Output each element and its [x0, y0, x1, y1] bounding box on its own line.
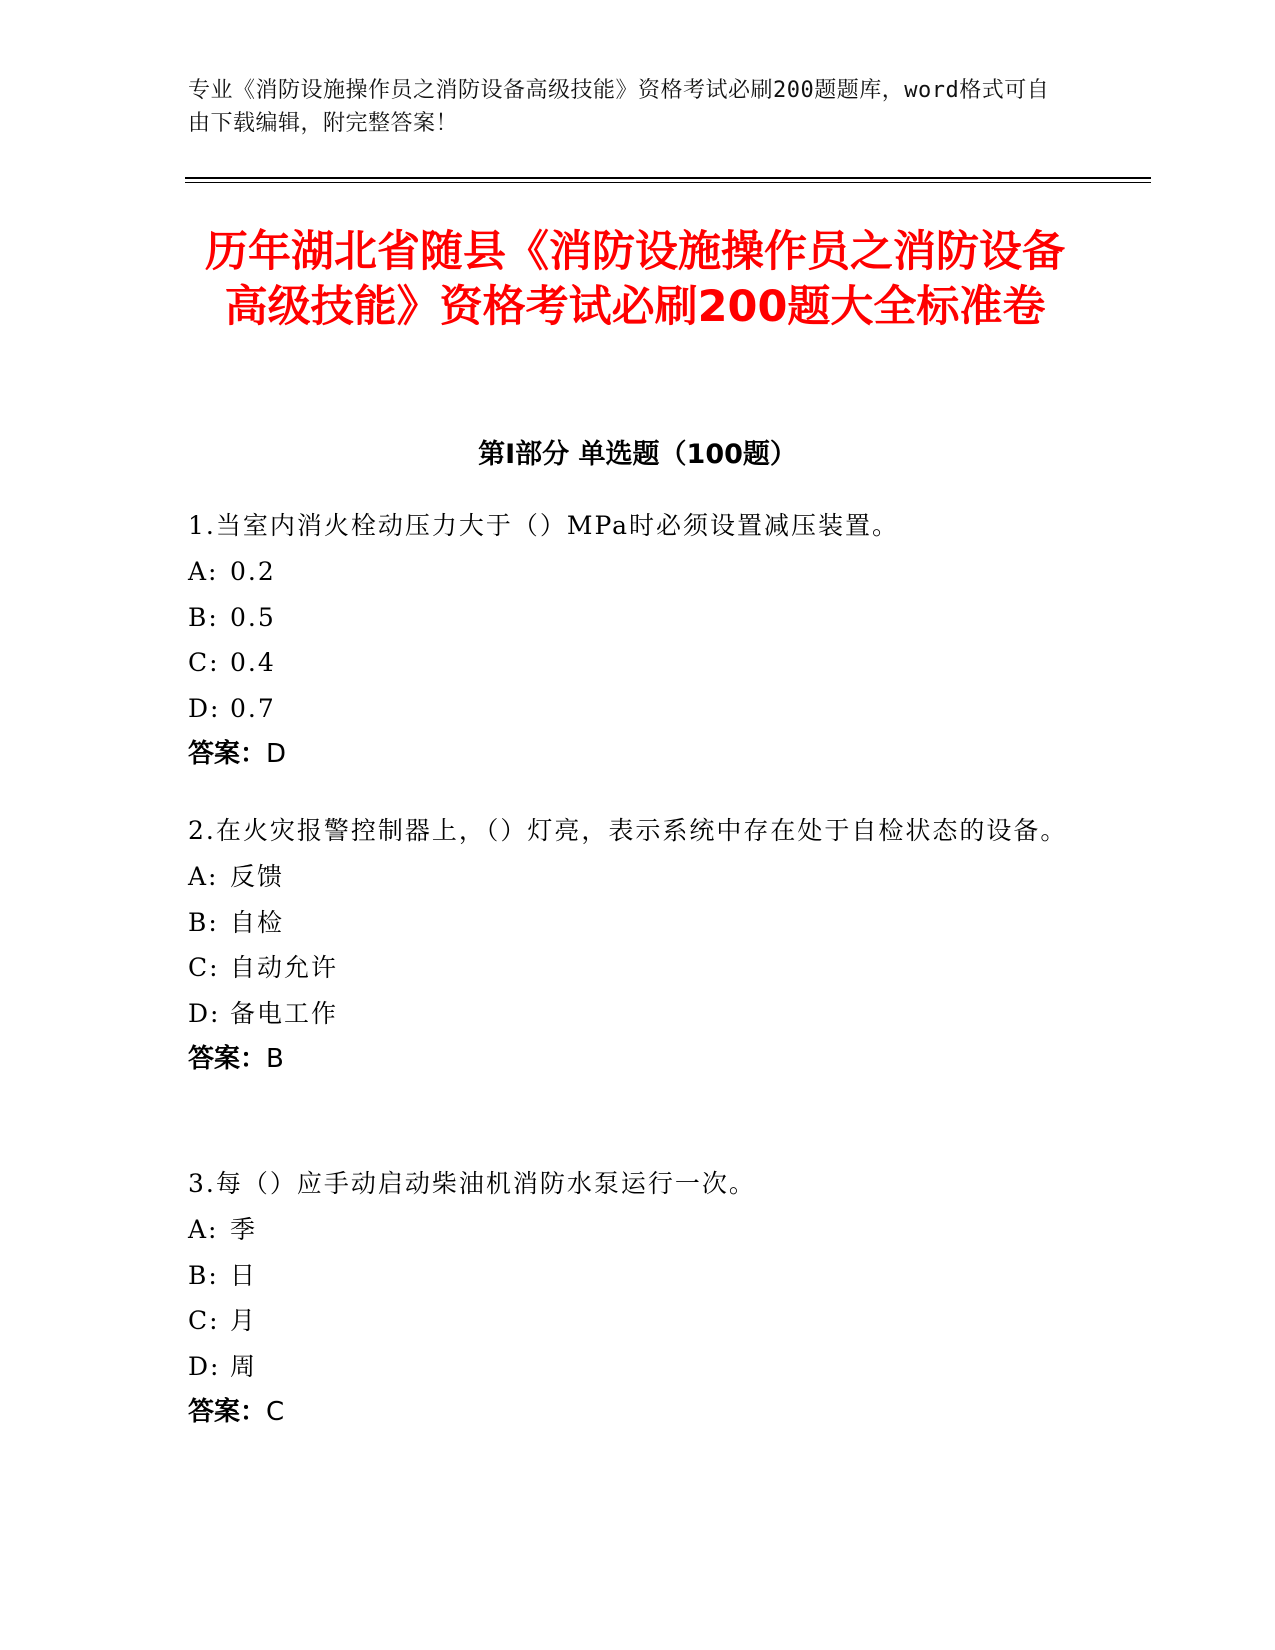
answer-line — [188, 731, 1068, 777]
option-b — [188, 595, 1068, 641]
option-a — [188, 1207, 1068, 1253]
question-2 — [188, 808, 1068, 1082]
answer-label: 答案： — [188, 1397, 267, 1427]
option-text: 0.7 — [230, 693, 276, 723]
header-divider-thin — [185, 182, 1151, 183]
option-a — [188, 854, 1068, 900]
option-key: D: — [188, 693, 221, 723]
document-title: 历年湖北省随县《消防设施操作员之消防设备高级技能》资格考试必刷200题大全标准卷 — [205, 227, 1065, 332]
option-text: 周 — [230, 1351, 258, 1381]
option-key: A: — [188, 557, 219, 586]
answer-value: B — [266, 1044, 284, 1074]
option-key: A: — [188, 1215, 219, 1244]
option-key: C: — [188, 1306, 220, 1335]
option-key: B: — [188, 602, 219, 632]
question-stem: 2.在火灾报警控制器上，（）灯亮，表示系统中存在处于自检状态的设备。 — [188, 816, 1068, 845]
answer-line — [188, 1389, 1068, 1435]
section-heading: 第I部分 单选题（100题） — [478, 439, 797, 470]
option-text: 0.5 — [230, 602, 276, 632]
option-c — [188, 640, 1068, 686]
option-text: 备电工作 — [230, 998, 339, 1028]
option-text: 反馈 — [230, 862, 285, 891]
option-c — [188, 1298, 1068, 1344]
option-text: 日 — [230, 1260, 258, 1290]
option-key: D: — [188, 998, 221, 1028]
option-key: C: — [188, 648, 220, 677]
option-c — [188, 945, 1068, 991]
option-d — [188, 991, 1068, 1037]
option-key: B: — [188, 1260, 219, 1290]
option-text: 0.2 — [230, 557, 276, 586]
header-divider-thick — [185, 177, 1151, 179]
option-key: B: — [188, 907, 219, 937]
answer-value: D — [266, 739, 287, 769]
option-d — [188, 1344, 1068, 1390]
answer-value: C — [266, 1397, 285, 1427]
option-key: A: — [188, 862, 219, 891]
question-3 — [188, 1161, 1068, 1435]
option-key: C: — [188, 953, 220, 982]
option-text: 月 — [230, 1306, 258, 1335]
option-text: 0.4 — [230, 648, 276, 677]
question-stem: 1.当室内消火栓动压力大于（）MPa时必须设置减压装置。 — [188, 511, 900, 540]
answer-label: 答案： — [188, 1044, 267, 1074]
question-stem: 3.每（）应手动启动柴油机消防水泵运行一次。 — [188, 1169, 756, 1198]
header-note: 专业《消防设施操作员之消防设备高级技能》资格考试必刷200题题库，word格式可自由下载编辑，附完整答案！ — [188, 78, 1050, 136]
option-text: 季 — [230, 1215, 258, 1244]
option-d — [188, 686, 1068, 732]
option-text: 自检 — [230, 907, 285, 937]
option-text: 自动允许 — [230, 953, 339, 982]
option-b — [188, 900, 1068, 946]
option-key: D: — [188, 1351, 221, 1381]
question-1 — [188, 503, 1068, 777]
option-b — [188, 1253, 1068, 1299]
answer-line — [188, 1036, 1068, 1082]
answer-label: 答案： — [188, 739, 267, 769]
option-a — [188, 549, 1068, 595]
